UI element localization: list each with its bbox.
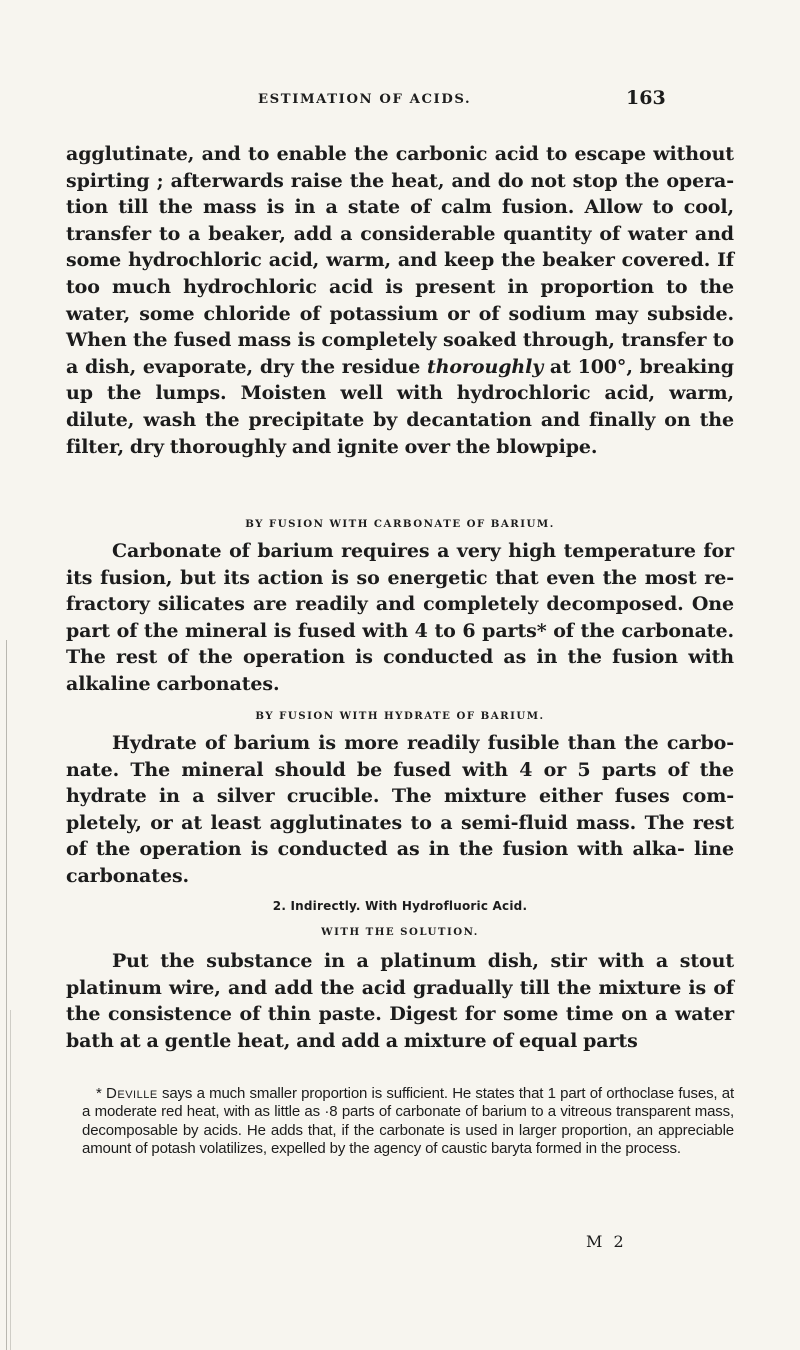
footnote-text: says a much smaller proportion is sufficient. He states that 1 part of orthoclase fuses, at a moderate red heat, with as little as ·8 parts of carbonate of barium to a vitreous transparent mass, decomposable by acids. He adds that, if the carbonate is used in larger proportion, an appreciable amount of potash volatilizes, expelled by the agency of caustic baryta formed in the process. — [82, 1085, 734, 1158]
footnote-marker: * — [96, 1085, 107, 1102]
footnote — [82, 1085, 734, 1159]
signature-mark: M 2 — [586, 1232, 627, 1251]
footnote-author: Deville — [106, 1085, 158, 1102]
page-number: 163 — [626, 87, 666, 109]
section-heading-hydrate: BY FUSION WITH HYDRATE OF BARIUM. — [255, 710, 545, 722]
section-subheading-solution: WITH THE SOLUTION. — [321, 926, 479, 938]
paragraph-text: at 100°, breaking up the lumps. Moisten well with hydrochloric acid, warm, dilute, wash the precipitate by decantation and finally on the filter, dry thoroughly and ignite over the blowpipe. — [66, 355, 734, 458]
section-heading-carbonate: BY FUSION WITH CARBONATE OF BARIUM. — [245, 518, 555, 530]
running-title: ESTIMATION OF ACIDS. — [258, 92, 472, 107]
paragraph-solution: Put the substance in a platinum dish, stir with a stout platinum wire, and add the acid gradually till the mixture is of the consistence of thin paste. Digest for some time on a water bath at a gentle heat, and add a mixture of equal parts — [66, 950, 734, 1052]
paragraph-text: agglutinate, and to enable the carbonic acid to escape without spirting ; afterwards raise the heat, and do not stop the opera- tion till the mass is in a state of calm fusion. Allow to cool, transfer to a beaker, add a considerable quantity of water and some hydrochloric acid, warm, and keep the beaker covered. If too much hydrochloric acid is present in proportion to the water, some chloride of potassium or of sodium may subside. When the fused mass is completely soaked through, transfer to a dish, evaporate, dry the residue — [66, 143, 734, 378]
paragraph-hydrate-barium: Hydrate of barium is more readily fusible than the carbo- nate. The mineral should be fused with 4 or 5 parts of the hydrate in a silver crucible. The mixture either fuses com- pletely, or at least agglutinates to a semi-fluid mass. The rest of the operation is conducted as in the fusion with alka- line carbonates. — [66, 732, 734, 887]
italic-emphasis: thoroughly — [427, 355, 544, 378]
page-edge-shadow — [6, 640, 7, 1350]
paragraph-carbonate-barium: Carbonate of barium requires a very high temperature for its fusion, but its action is so energetic that even the most re- fractory silicates are readily and completely decomposed. One part of the mineral is fused with 4 to 6 parts* of the carbonate. The rest of the operation is conducted as in the fusion with alkaline carbonates. — [66, 540, 734, 695]
section-heading-hydrofluoric: 2. Indirectly. With Hydrofluoric Acid. — [272, 899, 528, 913]
page-header — [0, 84, 800, 112]
page-edge-shadow — [10, 1010, 11, 1350]
paragraph-continued-fusion — [66, 141, 734, 460]
